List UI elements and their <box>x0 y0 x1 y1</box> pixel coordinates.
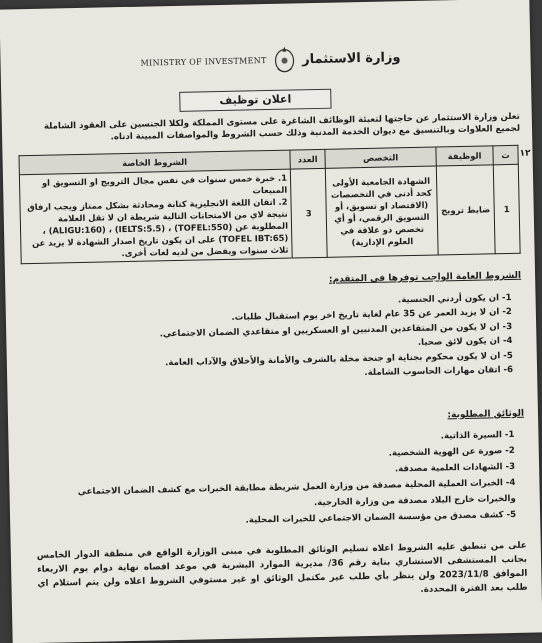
jobs-table <box>18 145 520 264</box>
general-conditions-title: الشروط العامة الواجب توفرها في المتقدم: <box>328 270 522 285</box>
header-conditions: الشروط الخاصة <box>19 150 290 175</box>
header-job: الوظيفة <box>436 146 493 166</box>
intro-paragraph: تعلن وزارة الاستثمار عن حاجتها لتعبئة الوظائف الشاغرة على مستوى المملكة ولكلا الجنسين على العقود الشاملة لجميع العلاوات وبالتنسيق مع ديوان الخدمة المدنية وذلك حسب الشروط والمواصفات المبينة ادناه. <box>43 111 521 143</box>
row-job-title: ضابط ترويج <box>436 165 495 255</box>
list-item: 1- ان يكون أردني الجنسية. <box>397 292 512 306</box>
header-specialization: التخصص <box>325 147 436 168</box>
required-documents-title: الوثائق المطلوبة: <box>447 408 525 421</box>
header-number: ت <box>493 145 518 165</box>
row-number: 1 <box>493 164 520 254</box>
list-item: 2- صورة عن الهوية الشخصية. <box>388 445 515 459</box>
ministry-name-english: MINISTRY OF INVESTMENT <box>140 55 267 68</box>
announcement-title: اعلان توظيف <box>179 89 331 112</box>
condition-2: 2. اتقان اللغة الانجليزية كتابة ومحادثة بشكل ممتاز ويجب ارفاق نتيجة لاي من الامتحانات التالية شريطة ان لا تقل العلامة المطلوبة عن (TOFEL:550) ، (IELTS:5.5) ، (ALIGU:160) ، (TOFEL IBT:65) على ان يكون تاريخ اصدار الشهادة لا يزيد عن ثلاث سنوات ويفضل من لديه لغات أخرى. <box>27 196 289 259</box>
general-conditions-list <box>42 291 514 387</box>
header-count: العدد <box>290 149 325 169</box>
required-documents-list <box>44 427 516 533</box>
list-item: 1- السيرة الذاتية. <box>440 429 515 442</box>
closing-paragraph: على من تنطبق عليه الشروط اعلاه تسليم الوثائق المطلوبة في مبنى الوزارة الواقع في منطقة الدوار الخامس بجانب المستشفى الاستشاري بناية رقم 36/ مديرية الموارد البشرية في موعد اقصاه نهاية دوام يوم الاربعاء الموافق 2023/11/8 ولن ينظر بأي طلب غير مكتمل الوثائق او غير مستوفي الشروط اعلاه ولن يتم استلام اي طلب بعد الفترة المحددة. <box>36 540 528 595</box>
condition-1: 1. خبرة خمس سنوات في نفس مجال الترويج او التسويق او المبيعات <box>41 172 288 196</box>
row-specialization: الشهادة الجامعية الأولى كحد أدنى في التخصصات (الاقتصاد او تسويق، أو التسويق الرقمي، أو أي تخصص ذو علاقة في العلوم الإدارية) <box>325 166 438 257</box>
ministry-name-arabic: وزارة الاستثمار <box>302 49 401 67</box>
letterhead <box>140 37 401 82</box>
list-item: 3- الشهادات العلمية مصدقة. <box>394 461 516 475</box>
list-item: 6- اتقان مهارات الحاسوب الشاملة. <box>364 364 514 379</box>
list-item: 5- ان لا يكون محكوم بجناية او جنحة مخلة بالشرف والأمانة والأخلاق والآداب العامة. <box>165 350 513 368</box>
row-conditions <box>19 169 292 264</box>
list-item: 5- كشف مصدق من مؤسسة الضمان الاجتماعي للخبرات المحلية. <box>245 509 517 526</box>
jordan-emblem-icon <box>271 44 298 75</box>
list-item: 2- ان لا يزيد العمر عن 35 عام لغاية تاريخ اخر يوم استقبال طلبات. <box>231 307 512 324</box>
list-item: 4- ان يكون لائق صحيا. <box>417 336 513 349</box>
margin-mark: ١٢ <box>519 148 531 159</box>
row-count: 3 <box>290 168 327 258</box>
list-item: 3- ان لا يكون من المتقاعدين المدنيين او العسكريين او متقاعدي الضمان الاجتماعي. <box>159 321 513 340</box>
table-row <box>19 164 520 263</box>
list-item: 4- الخبرات العملية المحلية مصدقة من وزارة العمل شريطة مطابقة الخبرات مع كشف الضمان الاجتماعي والخبرات خارج البلاد مصدقة من وزارة الخارجية. <box>77 477 516 509</box>
